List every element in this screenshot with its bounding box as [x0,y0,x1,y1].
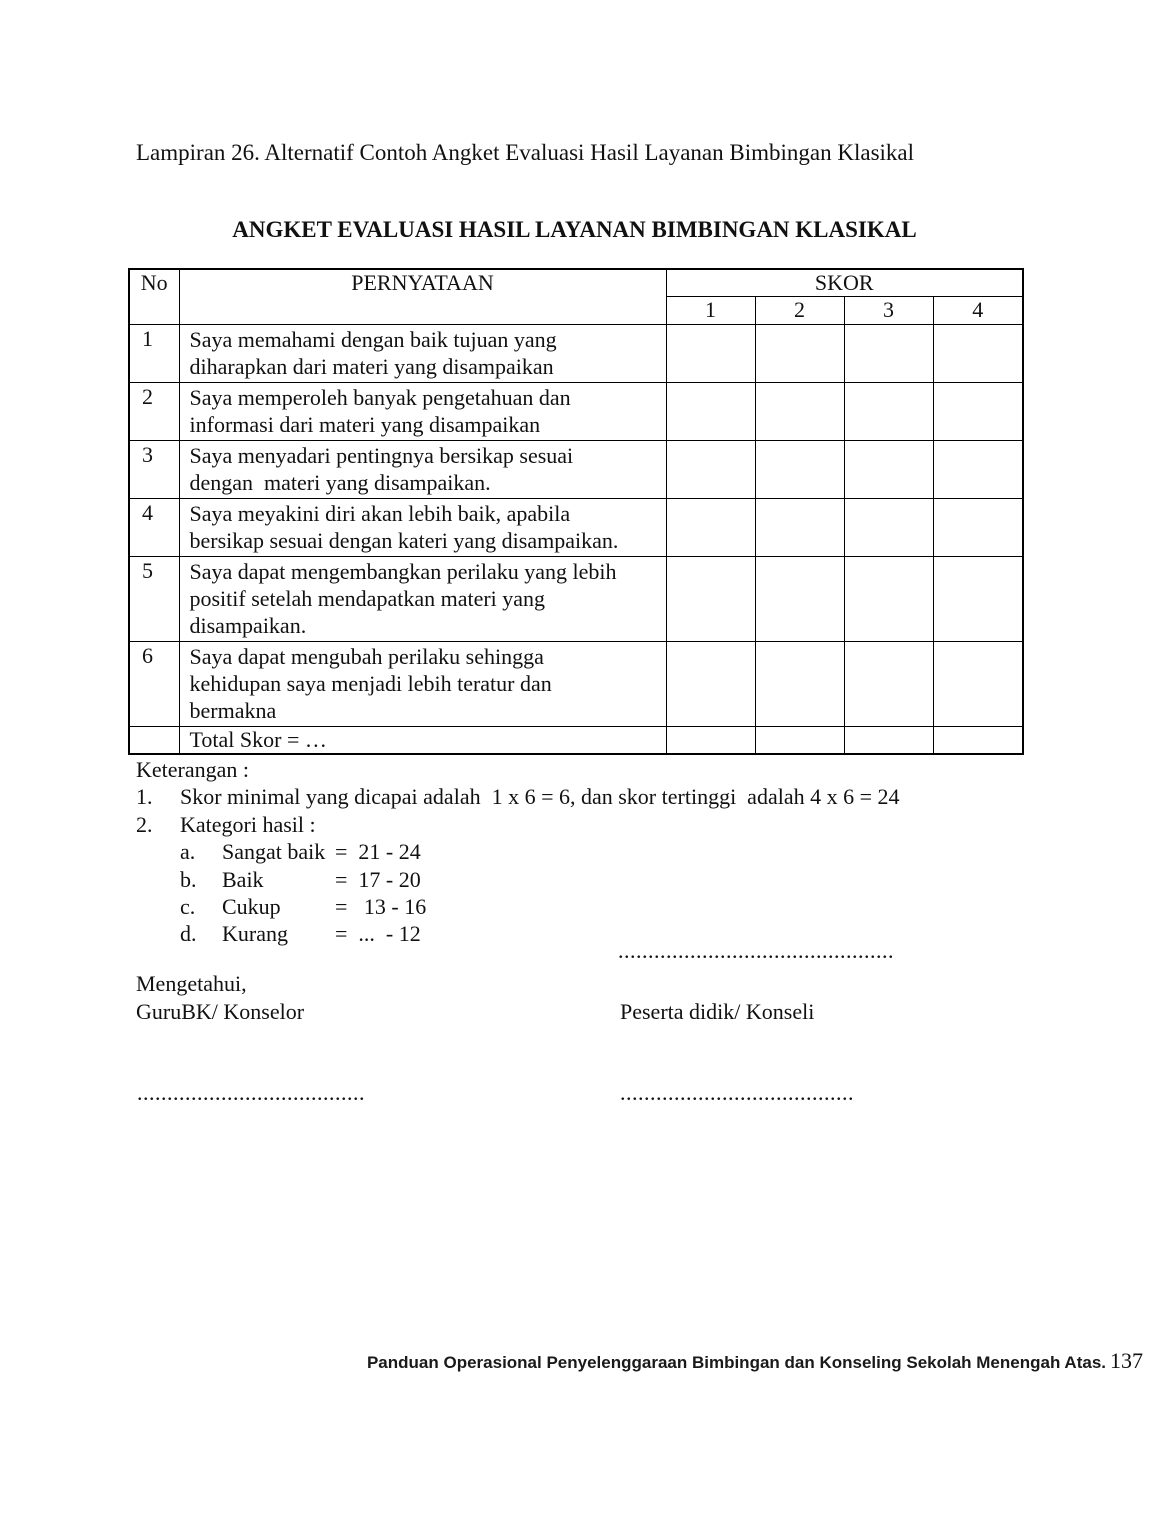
item-text: Skor minimal yang dicapai adalah 1 x 6 = 6, dan skor tertinggi adalah 4 x 6 = 24 [180,784,900,810]
score-cell [755,325,844,383]
score-cell [755,499,844,557]
skor-subheader-2: 2 [755,297,844,325]
item-letter: c. [180,894,196,920]
table-row [129,499,1023,557]
kategori-label: Kurang [222,921,288,947]
kategori-item-a [136,838,1056,865]
item-letter: b. [180,866,197,892]
kategori-label: Sangat baik [222,839,326,865]
kategori-range: = 17 - 20 [335,866,421,892]
score-cell [844,441,933,499]
evaluation-table [128,268,1024,755]
keterangan-section [136,756,1056,948]
score-cell [755,642,844,727]
score-cell [933,642,1023,727]
score-cell [666,727,755,755]
score-cell [933,441,1023,499]
kategori-range: = ... - 12 [335,921,421,947]
score-cell [666,642,755,727]
kategori-label: Baik [222,866,264,892]
row-number-empty [129,727,179,755]
skor-subheader-3: 3 [844,297,933,325]
item-letter: a. [180,839,196,865]
column-header-skor: SKOR [666,269,1023,297]
keterangan-item-1 [136,783,1056,810]
statement-text: Saya memahami dengan baik tujuan yang diharapkan dari materi yang disampaikan [179,325,666,383]
table-row [129,642,1023,727]
score-cell [933,325,1023,383]
item-number: 1. [136,784,153,810]
score-cell [666,441,755,499]
table-row [129,441,1023,499]
column-header-pernyataan: PERNYATAAN [179,269,666,325]
kategori-item-c [136,893,1056,920]
row-number: 6 [129,642,179,727]
skor-subheader-4: 4 [933,297,1023,325]
column-header-no: No [129,269,179,325]
score-cell [933,383,1023,441]
score-cell [755,383,844,441]
score-cell [844,383,933,441]
row-number: 2 [129,383,179,441]
page-footer [367,1348,1143,1374]
signer-role-left: GuruBK/ Konselor [136,999,305,1024]
kategori-label: Cukup [222,894,281,920]
statement-text: Saya meyakini diri akan lebih baik, apabila bersikap sesuai dengan kateri yang disampaikan. [179,499,666,557]
row-number: 4 [129,499,179,557]
skor-subheader-1: 1 [666,297,755,325]
score-cell [844,557,933,642]
row-number: 1 [129,325,179,383]
statement-text: Saya dapat mengubah perilaku sehingga kehidupan saya menjadi lebih teratur dan bermakna [179,642,666,727]
lampiran-caption: Lampiran 26. Alternatif Contoh Angket Evaluasi Hasil Layanan Bimbingan Klasikal [136,140,915,165]
statement-text: Saya dapat mengembangkan perilaku yang lebih positif setelah mendapatkan materi yang disampaikan. [179,557,666,642]
footer-page-number: 137 [1110,1348,1143,1373]
score-cell [755,441,844,499]
kategori-item-d [136,920,1056,947]
score-cell [666,325,755,383]
score-cell [755,557,844,642]
signature-dotted-line-top-right: .............................................. [618,938,894,963]
score-cell [933,727,1023,755]
kategori-item-b [136,866,1056,893]
statement-text: Saya menyadari pentingnya bersikap sesuai dengan materi yang disampaikan. [179,441,666,499]
score-cell [844,642,933,727]
score-cell [666,383,755,441]
row-number: 3 [129,441,179,499]
signature-dotted-line-bottom-right: ....................................... [620,1080,854,1105]
footer-book-title: Panduan Operasional Penyelenggaraan Bimbingan dan Konseling Sekolah Menengah Atas. [366,1353,1106,1372]
score-cell [666,499,755,557]
table-header [129,269,1023,325]
table-row [129,557,1023,642]
statement-text: Saya memperoleh banyak pengetahuan dan informasi dari materi yang disampaikan [179,383,666,441]
kategori-range: = 13 - 16 [335,894,427,920]
score-cell [666,557,755,642]
total-skor-label: Total Skor = … [179,727,666,755]
table-row [129,325,1023,383]
mengetahui-label: Mengetahui, [136,971,247,996]
score-cell [844,727,933,755]
table-row [129,383,1023,441]
keterangan-item-2 [136,811,1056,838]
score-cell [844,325,933,383]
item-letter: d. [180,921,197,947]
row-number: 5 [129,557,179,642]
total-row [129,727,1023,755]
kategori-range: = 21 - 24 [335,839,421,865]
item-number: 2. [136,811,153,837]
signer-role-right: Peserta didik/ Konseli [620,999,815,1024]
score-cell [755,727,844,755]
item-text: Kategori hasil : [180,811,316,837]
keterangan-title: Keterangan : [136,757,249,782]
score-cell [933,499,1023,557]
score-cell [933,557,1023,642]
signature-dotted-line-bottom-left: ...................................... [137,1080,365,1105]
score-cell [844,499,933,557]
page-title: ANGKET EVALUASI HASIL LAYANAN BIMBINGAN KLASIKAL [232,217,917,242]
